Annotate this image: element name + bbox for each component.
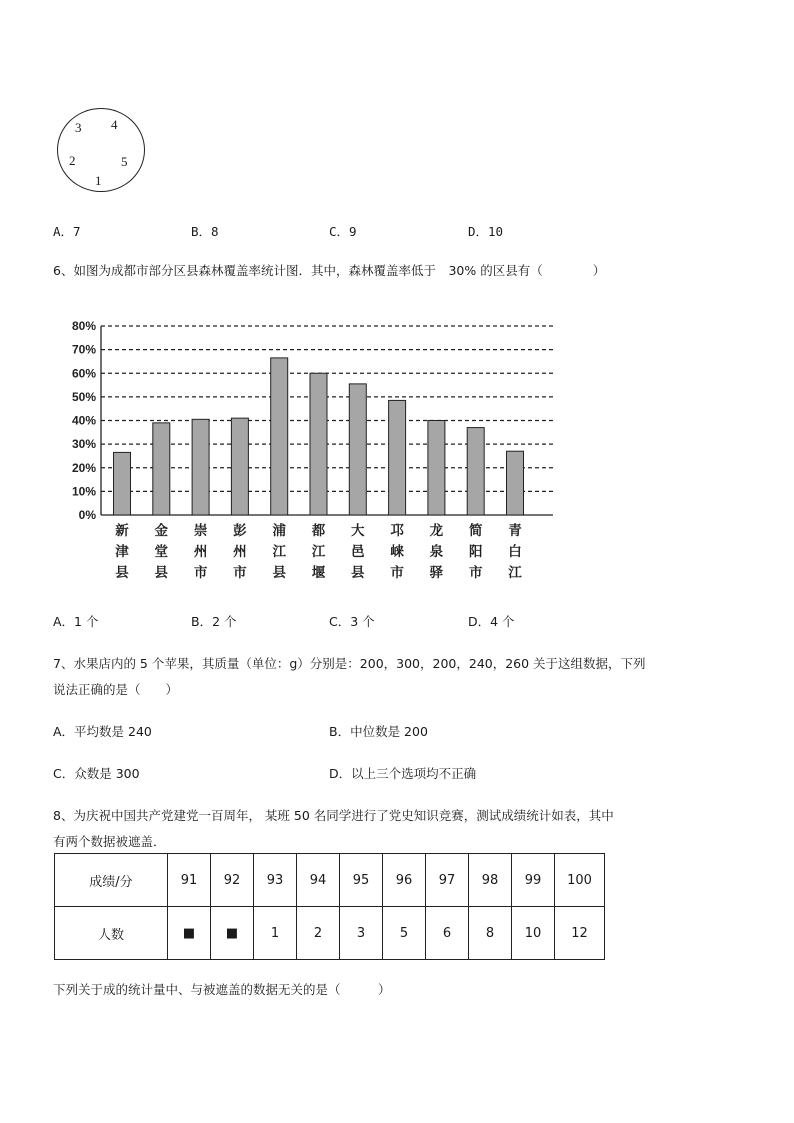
table-cell-count: 10: [512, 907, 555, 960]
q7-stem-line2: 说法正确的是（ ）: [53, 682, 179, 697]
q5-option-d: D．10: [468, 224, 504, 239]
q5-option-c: C．9: [329, 224, 357, 239]
table-cell-count: 8: [469, 907, 512, 960]
table-cell-score: 92: [211, 854, 254, 907]
y-tick-label: 60%: [71, 366, 96, 381]
bar-简阳市: [467, 428, 484, 515]
table-cell-masked: ■: [168, 907, 211, 960]
bar-崇州市: [192, 419, 209, 515]
x-category-label: 青白江: [508, 523, 522, 581]
table-cell-count: 5: [383, 907, 426, 960]
q7-stem-line1: 7、水果店内的 5 个苹果，其质量（单位：g）分别是：200，300，200，240，260 关于这组数据，下列: [53, 656, 646, 671]
table-cell-score: 95: [340, 854, 383, 907]
table-cell-score: 97: [426, 854, 469, 907]
table-row-counts: [55, 907, 605, 960]
table-cell-score: 96: [383, 854, 426, 907]
q6-option-b: B．2 个: [191, 614, 237, 629]
q6-stem: 6、如图为成都市部分区县森林覆盖率统计图．其中，森林覆盖率低于 30% 的区县有（ ）: [53, 263, 606, 278]
bar-彭州市: [231, 418, 248, 515]
bar-浦江县: [271, 358, 288, 515]
table-cell-count: 2: [297, 907, 340, 960]
bar-邛崃市: [389, 400, 406, 515]
x-category-label: 都江堰: [311, 523, 326, 581]
bar-都江堰: [310, 373, 327, 515]
table-cell-score: 100: [555, 854, 605, 907]
table-cell-count: 12: [555, 907, 605, 960]
x-category-label: 龙泉驿: [429, 523, 444, 581]
q6-option-c: C．3 个: [329, 614, 375, 629]
q6-option-a: A．1 个: [53, 614, 99, 629]
y-tick-label: 50%: [71, 389, 96, 404]
q7-option-c: C．众数是 300: [53, 766, 140, 781]
table-cell-score: 98: [469, 854, 512, 907]
circle-number: 2: [69, 153, 76, 168]
q7-option-d: D．以上三个选项均不正确: [329, 766, 477, 781]
circle-number: 4: [111, 117, 118, 132]
table-cell-masked: ■: [211, 907, 254, 960]
q8-stem-line2: 有两个数据被遮盖．: [53, 834, 166, 849]
y-tick-label: 30%: [71, 437, 96, 452]
bar-大邑县: [349, 384, 366, 515]
table-header-score: 成绩/分: [55, 854, 168, 907]
bar-金堂县: [153, 423, 170, 515]
x-category-label: 浦江县: [272, 523, 286, 581]
q8-stem-line1: 8、为庆祝中国共产党建党一百周年， 某班 50 名同学进行了党史知识竞赛，测试成绩统计如表，其中: [53, 808, 614, 823]
bar-青白江: [507, 451, 524, 515]
table-cell-count: 6: [426, 907, 469, 960]
table-cell-score: 94: [297, 854, 340, 907]
x-category-label: 彭州市: [233, 523, 247, 581]
x-category-label: 崇州市: [193, 523, 208, 581]
circle-number: 1: [95, 173, 102, 188]
x-category-label: 邛崃市: [390, 523, 404, 581]
x-category-label: 大邑县: [351, 523, 365, 581]
table-row-scores: [55, 854, 605, 907]
circle-number: 5: [121, 154, 128, 169]
bar-新津县: [114, 452, 131, 515]
number-circle-figure: [57, 108, 145, 192]
table-cell-count: 3: [340, 907, 383, 960]
table-cell-score: 99: [512, 854, 555, 907]
table-cell-count: 1: [254, 907, 297, 960]
y-tick-label: 20%: [71, 460, 96, 475]
q6-option-d: D．4 个: [468, 614, 515, 629]
score-table: [54, 853, 605, 960]
x-category-label: 简阳市: [468, 523, 483, 581]
x-category-label: 新津县: [115, 523, 129, 581]
q7-option-a: A．平均数是 240: [53, 724, 152, 739]
table-cell-score: 91: [168, 854, 211, 907]
y-tick-label: 70%: [71, 342, 96, 357]
bar-龙泉驿: [428, 421, 445, 516]
y-tick-label: 10%: [71, 484, 96, 499]
y-tick-label: 0%: [78, 508, 96, 522]
circle-number: 3: [75, 120, 82, 135]
q7-option-b: B．中位数是 200: [329, 724, 428, 739]
q5-option-b: B．8: [191, 224, 219, 239]
y-tick-label: 80%: [71, 319, 96, 333]
table-cell-score: 93: [254, 854, 297, 907]
y-tick-label: 40%: [71, 413, 96, 428]
table-header-count: 人数: [55, 907, 168, 960]
x-category-label: 金堂县: [154, 523, 169, 581]
forest-coverage-bar-chart: [58, 313, 558, 583]
q8-followup: 下列关于成的统计量中、与被遮盖的数据无关的是（ ）: [53, 982, 391, 997]
q5-option-a: A．7: [53, 224, 81, 239]
